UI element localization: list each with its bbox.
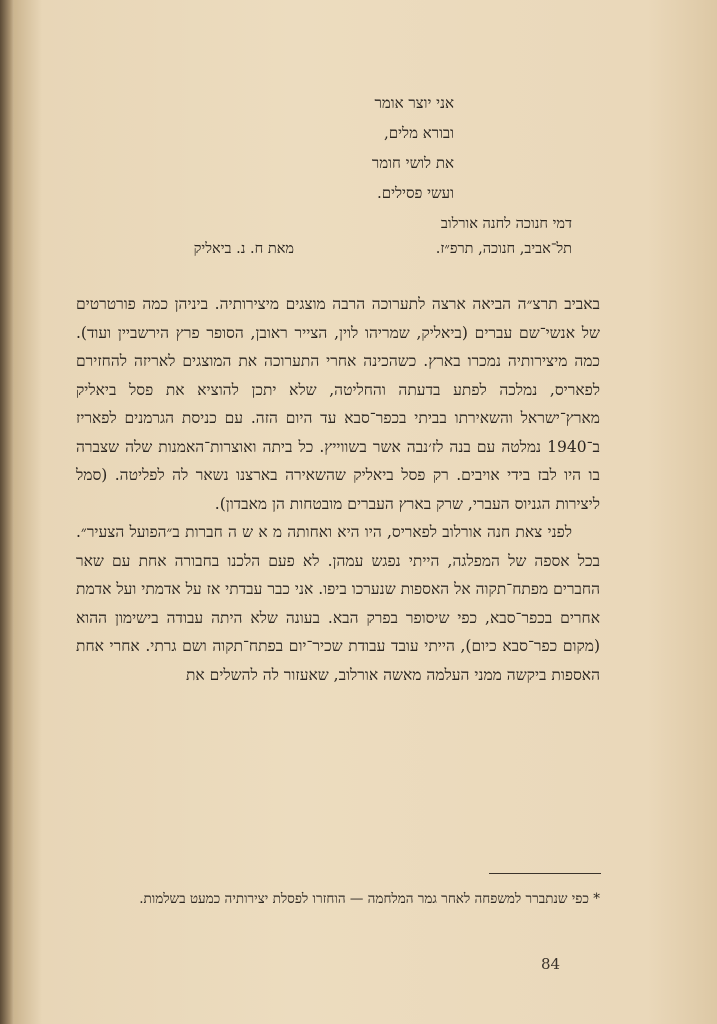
- dedication-author: מאת ח. נ. ביאליק: [193, 241, 294, 257]
- poem-line: ובורא מלים,: [383, 124, 454, 142]
- dedication-place-date: תל־אביב, חנוכה, תרפ״ז.: [435, 241, 572, 257]
- book-page: [14, 0, 717, 1024]
- paragraph: באביב תרצ״ה הביאה ארצה לתערוכה הרבה מוצגים מיצירותיה. ביניהן כמה פורטרטים של אנשי־שם עברים (ביאליק, שמריהו לוין, הצייר ראובן, הסופר פרץ הירשביין ועוד). כמה מיצירותיה נמכרו בארץ. כשהכינה אחרי התערוכה את המוצגים לאריזה להחזירם לפאריס, נמלכה לפתע בדעתה והחליטה, שלא יתכן להוציא את פסל ביאליק מארץ־ישראל והשאירתו בביתי בכפר־סבא עד היום הזה. עם כניסת הגרמנים לפאריז ב־1940 נמלטה עם בנה לז׳נבה אשר בשווייץ. כל ביתה ואוצרות־האמנות שלה שצברה בו היו לבז בידי אויבים. רק פסל ביאליק שהשאירה בארצנו נשאר לה לפליטה. (סמל ליצירות הגניוס העברי, שרק בארץ העברים מובטחות הן מאבדון).: [76, 295, 600, 513]
- paragraph: לפני צאת חנה אורלוב לפאריס, היו היא ואחותה מ א ש ה חברות ב״הפועל הצעיר״. בכל אספה של המפלגה, הייתי נפגש עמהן. לא פעם הלכנו בחבורה אחת עם שאר החברים מפתח־תקוה אל האספות שנערכו ביפו. אני כבר עבדתי אז על אדמתי ועל אדמת אחרים בכפר־סבא, כפי שיסופר בפרק הבא. בעונה שלא היתה עבודה בישימון ההוא (מקום כפר־סבא כיום), הייתי עובד עבודת שכיר־יום בפתח־תקוה ושם גרתי. אחרי אחת האספות ביקשה ממני העלמה מאשה אורלוב, שאעזור לה להשלים את: [76, 523, 600, 684]
- poem-stanza: [372, 88, 454, 208]
- footnote: * כפי שנתברר למשפחה לאחר גמר המלחמה — הוחזרו לפסלת יצירותיה כמעט בשלמות.: [139, 891, 600, 907]
- poem-line: ועשי פסילים.: [376, 184, 454, 202]
- body-text: [76, 290, 600, 689]
- page-number: 84: [541, 955, 561, 973]
- book-spine: [0, 0, 14, 1024]
- footnote-divider: [489, 873, 601, 874]
- poem-line: אני יוצר אומר: [374, 94, 454, 112]
- poem-line: את לושי חומר: [371, 154, 454, 172]
- dedication-line: דמי חנוכה לחנה אורלוב: [440, 216, 572, 232]
